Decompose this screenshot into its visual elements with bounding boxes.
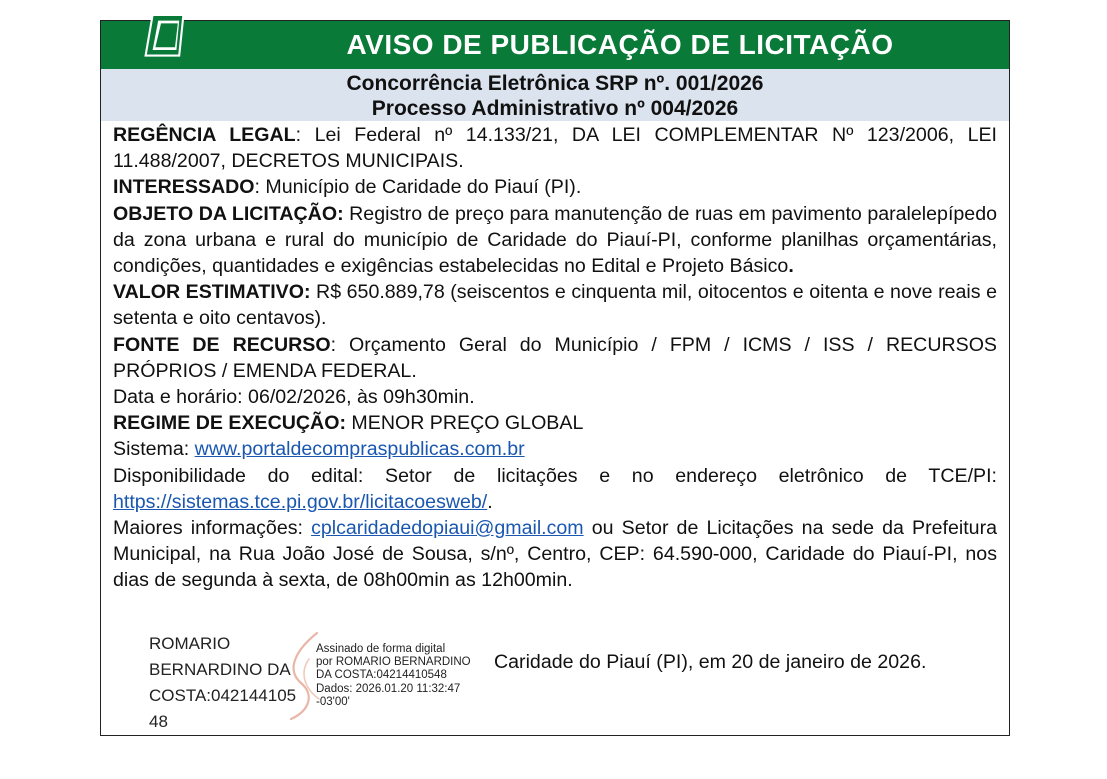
regencia-text: : Lei Federal nº 14.133/21, DA LEI COMPLEMENTAR Nº 123/2006, LEI 11.488/2007, DECRETOS MUNICIPAIS.: [113, 124, 997, 173]
fonte-text: : Orçamento Geral do Município / FPM / ICMS / ISS / RECURSOS PRÓPRIOS / EMENDA FEDERAL.: [113, 333, 998, 382]
objeto-end: .: [788, 255, 794, 278]
signer-name-line-2: BERNARDINO DA: [149, 660, 291, 679]
fonte-paragraph: [113, 332, 997, 384]
interessado-label: INTERESSADO: [113, 176, 255, 199]
edital-end: .: [487, 490, 493, 513]
notice-subheader: [101, 69, 1009, 121]
regime-label: REGIME DE EXECUÇÃO:: [113, 412, 346, 435]
info-text: ou Setor de Licitações na sede da Prefeitura Municipal, na Rua João José de Sousa, s/nº, Centro, CEP: 64.590-000, Caridade do Piauí-PI, nos dias de segunda à sexta, de 08h00min as 12h00min.: [113, 517, 998, 592]
edital-text: Disponibilidade do edital: Setor de licitações e no endereço eletrônico de TCE/PI:: [113, 464, 997, 487]
signature-note-line-5: -03'00': [316, 695, 350, 708]
info-prefix: Maiores informações:: [113, 517, 312, 540]
signature-note-line-2: por ROMARIO BERNARDINO: [316, 656, 471, 669]
interessado-paragraph: [113, 174, 997, 200]
valor-text: R$ 650.889,78 (seiscentos e cinquenta mil, oitocentos e oitenta e nove reais e setenta e oito centavos).: [113, 281, 997, 330]
logo-icon: [140, 4, 210, 68]
valor-paragraph: [113, 279, 997, 331]
regencia-label: REGÊNCIA LEGAL: [113, 124, 296, 146]
sistema-prefix: Sistema:: [113, 438, 195, 461]
digital-signature-note: [316, 643, 496, 709]
notice-header: [101, 21, 1009, 69]
valor-label: VALOR ESTIMATIVO:: [113, 281, 311, 304]
notice-frame: [100, 20, 1010, 736]
signature-note-line-1: Assinado de forma digital: [316, 643, 446, 655]
fonte-label: FONTE DE RECURSO: [113, 333, 331, 356]
regencia-paragraph: [113, 122, 997, 174]
place-date: Caridade do Piauí (PI), em 20 de janeiro de 2026.: [494, 651, 927, 673]
signer-name-line-4: 48: [149, 712, 168, 731]
interessado-text: : Município de Caridade do Piauí (PI).: [254, 176, 582, 199]
data-paragraph: Data e horário: 06/02/2026, às 09h30min.: [113, 386, 475, 409]
signer-name: [149, 631, 296, 735]
edital-paragraph: [113, 463, 997, 515]
info-paragraph: [113, 515, 997, 594]
edital-link[interactable]: https://sistemas.tce.pi.gov.br/licitacoesweb/: [113, 490, 488, 513]
sistema-paragraph: [113, 436, 997, 462]
process-line-1: Concorrência Eletrônica SRP nº. 001/2026: [346, 72, 764, 95]
objeto-paragraph: [113, 201, 997, 280]
objeto-label: OBJETO DA LICITAÇÃO:: [113, 202, 344, 225]
notice-title: AVISO DE PUBLICAÇÃO DE LICITAÇÃO: [346, 29, 894, 60]
regime-paragraph: [113, 410, 997, 436]
sistema-link[interactable]: www.portaldecompraspublicas.com.br: [194, 438, 525, 461]
process-line-2: Processo Administrativo nº 004/2026: [371, 97, 739, 120]
notice-body: [113, 122, 997, 594]
regime-text: MENOR PREÇO GLOBAL: [345, 412, 584, 435]
signer-name-line-1: ROMARIO: [149, 634, 231, 653]
signature-note-line-4: Dados: 2026.01.20 11:32:47: [316, 682, 461, 695]
signature-note-line-3: DA COSTA:04214410548: [316, 669, 447, 682]
objeto-text: Registro de preço para manutenção de ruas em pavimento paralelepípedo da zona urbana e rural do município de Caridade do Piauí-PI, conforme planilhas orçamentárias, condições, quantidades e exigências estabelecidas no Edital e Projeto Básico: [113, 202, 997, 278]
signer-name-line-3: COSTA:042144105: [149, 686, 297, 705]
info-email-link[interactable]: cplcaridadedopiaui@gmail.com: [311, 517, 584, 540]
